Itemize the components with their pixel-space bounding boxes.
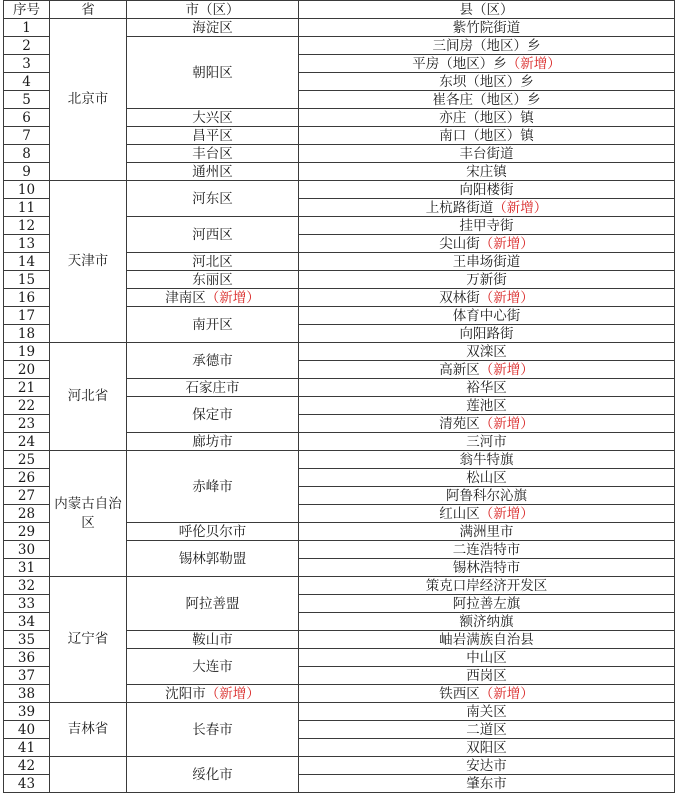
county-name: 平房（地区）乡	[412, 55, 507, 72]
new-tag: （新增）	[506, 55, 561, 72]
row-number: 10	[4, 181, 50, 199]
new-tag: （新增）	[479, 415, 534, 432]
row-number: 37	[4, 667, 50, 685]
county-name: 莲池区	[466, 397, 507, 414]
county-cell	[299, 271, 675, 289]
county-cell	[299, 505, 675, 523]
county-cell	[299, 55, 675, 73]
city-name: 海淀区	[192, 19, 233, 36]
city-name: 鞍山市	[192, 631, 233, 648]
table-row	[4, 19, 675, 37]
province-cell: 河北省	[50, 343, 127, 451]
county-name: 向阳楼街	[459, 181, 514, 198]
city-name: 沈阳市	[165, 685, 206, 702]
county-name: 阿鲁科尔沁旗	[446, 487, 527, 504]
county-name: 翁牛特旗	[459, 451, 514, 468]
row-number: 8	[4, 145, 50, 163]
city-name: 阿拉善盟	[185, 595, 240, 612]
table-row	[4, 181, 675, 199]
city-cell	[127, 127, 299, 145]
county-name: 锡林浩特市	[452, 559, 521, 576]
city-cell	[127, 19, 299, 37]
county-cell	[299, 433, 675, 451]
row-number: 14	[4, 253, 50, 271]
header-no: 序号	[4, 1, 50, 19]
county-cell	[299, 451, 675, 469]
row-number: 43	[4, 775, 50, 793]
county-name: 裕华区	[466, 379, 507, 396]
county-cell	[299, 667, 675, 685]
city-name: 廊坊市	[192, 433, 233, 450]
province-cell: 北京市	[50, 19, 127, 181]
county-name: 阿拉善左旗	[452, 595, 521, 612]
county-cell	[299, 577, 675, 595]
county-cell	[299, 775, 675, 793]
row-number: 22	[4, 397, 50, 415]
city-cell	[127, 145, 299, 163]
city-cell	[127, 649, 299, 685]
city-cell	[127, 307, 299, 343]
city-cell	[127, 703, 299, 757]
city-name: 保定市	[192, 406, 233, 423]
county-name: 向阳路街	[459, 325, 514, 342]
county-cell	[299, 325, 675, 343]
row-number: 5	[4, 91, 50, 109]
row-number: 3	[4, 55, 50, 73]
new-tag: （新增）	[479, 505, 534, 522]
province-cell	[50, 757, 127, 793]
row-number: 24	[4, 433, 50, 451]
city-name: 东丽区	[192, 271, 233, 288]
city-cell	[127, 271, 299, 289]
row-number: 20	[4, 361, 50, 379]
city-cell	[127, 37, 299, 109]
county-name: 二连浩特市	[452, 541, 521, 558]
city-name: 呼伦贝尔市	[178, 523, 247, 540]
county-name: 西岗区	[466, 667, 507, 684]
county-cell	[299, 343, 675, 361]
table-body	[4, 19, 675, 793]
county-cell	[299, 289, 675, 307]
county-cell	[299, 685, 675, 703]
row-number: 21	[4, 379, 50, 397]
row-number: 11	[4, 199, 50, 217]
city-cell	[127, 343, 299, 379]
city-cell	[127, 631, 299, 649]
row-number: 1	[4, 19, 50, 37]
city-name: 锡林郭勒盟	[178, 550, 247, 567]
county-name: 满洲里市	[459, 523, 514, 540]
row-number: 6	[4, 109, 50, 127]
county-cell	[299, 19, 675, 37]
city-name: 赤峰市	[192, 478, 233, 495]
county-name: 三间房（地区）乡	[432, 37, 541, 54]
county-cell	[299, 703, 675, 721]
province-cell: 辽宁省	[50, 577, 127, 703]
county-name: 王串场街道	[452, 253, 521, 270]
county-cell	[299, 631, 675, 649]
county-name: 亦庄（地区）镇	[439, 109, 534, 126]
city-name: 河东区	[192, 190, 233, 207]
row-number: 40	[4, 721, 50, 739]
county-name: 崔各庄（地区）乡	[432, 91, 541, 108]
county-cell	[299, 757, 675, 775]
header-county: 县（区）	[299, 1, 675, 19]
province-cell: 天津市	[50, 181, 127, 343]
county-cell	[299, 379, 675, 397]
city-cell	[127, 451, 299, 523]
table-row	[4, 343, 675, 361]
city-name: 绥化市	[192, 766, 233, 783]
county-cell	[299, 37, 675, 55]
county-cell	[299, 559, 675, 577]
row-number: 38	[4, 685, 50, 703]
county-cell	[299, 469, 675, 487]
row-number: 35	[4, 631, 50, 649]
county-cell	[299, 235, 675, 253]
city-name: 南开区	[192, 316, 233, 333]
city-cell	[127, 541, 299, 577]
row-number: 27	[4, 487, 50, 505]
county-cell	[299, 109, 675, 127]
new-tag: （新增）	[479, 235, 534, 252]
city-cell	[127, 289, 299, 307]
county-cell	[299, 163, 675, 181]
row-number: 26	[4, 469, 50, 487]
city-name: 丰台区	[192, 145, 233, 162]
county-name: 岫岩满族自治县	[439, 631, 534, 648]
city-name: 通州区	[192, 163, 233, 180]
county-cell	[299, 541, 675, 559]
row-number: 7	[4, 127, 50, 145]
county-cell	[299, 361, 675, 379]
row-number: 12	[4, 217, 50, 235]
county-name: 二道区	[466, 721, 507, 738]
row-number: 16	[4, 289, 50, 307]
county-name: 双滦区	[466, 343, 507, 360]
county-cell	[299, 397, 675, 415]
city-name: 朝阳区	[192, 64, 233, 81]
county-name: 南关区	[466, 703, 507, 720]
county-name: 紫竹院街道	[452, 19, 521, 36]
city-name: 大连市	[192, 658, 233, 675]
county-cell	[299, 613, 675, 631]
county-name: 东坝（地区）乡	[439, 73, 534, 90]
county-cell	[299, 73, 675, 91]
district-table	[3, 0, 675, 793]
table-row	[4, 703, 675, 721]
row-number: 4	[4, 73, 50, 91]
county-name: 松山区	[466, 469, 507, 486]
city-cell	[127, 379, 299, 397]
row-number: 2	[4, 37, 50, 55]
county-name: 红山区	[439, 505, 480, 522]
county-name: 双阳区	[466, 739, 507, 756]
header-city: 市（区）	[127, 1, 299, 19]
header-province: 省	[50, 1, 127, 19]
county-cell	[299, 91, 675, 109]
new-tag: （新增）	[479, 685, 534, 702]
county-cell	[299, 307, 675, 325]
city-name: 石家庄市	[185, 379, 240, 396]
row-number: 18	[4, 325, 50, 343]
city-name: 长春市	[192, 721, 233, 738]
city-name: 河西区	[192, 226, 233, 243]
county-name: 南口（地区）镇	[439, 127, 534, 144]
row-number: 29	[4, 523, 50, 541]
city-name: 河北区	[192, 253, 233, 270]
city-cell	[127, 181, 299, 217]
table-row	[4, 757, 675, 775]
row-number: 28	[4, 505, 50, 523]
county-name: 肇东市	[466, 775, 507, 792]
county-cell	[299, 415, 675, 433]
new-tag: （新增）	[205, 289, 260, 306]
row-number: 30	[4, 541, 50, 559]
city-cell	[127, 163, 299, 181]
county-name: 双林街	[439, 289, 480, 306]
county-name: 丰台街道	[459, 145, 514, 162]
table-row	[4, 577, 675, 595]
county-cell	[299, 721, 675, 739]
row-number: 23	[4, 415, 50, 433]
county-cell	[299, 127, 675, 145]
city-cell	[127, 433, 299, 451]
city-cell	[127, 757, 299, 793]
county-name: 中山区	[466, 649, 507, 666]
county-cell	[299, 253, 675, 271]
city-cell	[127, 685, 299, 703]
new-tag: （新增）	[493, 199, 548, 216]
city-name: 大兴区	[192, 109, 233, 126]
row-number: 32	[4, 577, 50, 595]
row-number: 34	[4, 613, 50, 631]
row-number: 19	[4, 343, 50, 361]
city-name: 昌平区	[192, 127, 233, 144]
row-number: 13	[4, 235, 50, 253]
city-cell	[127, 109, 299, 127]
row-number: 17	[4, 307, 50, 325]
county-cell	[299, 649, 675, 667]
county-cell	[299, 739, 675, 757]
county-name: 安达市	[466, 757, 507, 774]
row-number: 9	[4, 163, 50, 181]
county-name: 尖山街	[439, 235, 480, 252]
row-number: 42	[4, 757, 50, 775]
row-number: 15	[4, 271, 50, 289]
row-number: 36	[4, 649, 50, 667]
county-name: 额济纳旗	[459, 613, 514, 630]
county-name: 体育中心街	[452, 307, 521, 324]
county-cell	[299, 595, 675, 613]
county-cell	[299, 217, 675, 235]
city-name: 津南区	[165, 289, 206, 306]
province-cell: 吉林省	[50, 703, 127, 757]
new-tag: （新增）	[205, 685, 260, 702]
county-name: 宋庄镇	[466, 163, 507, 180]
county-name: 策克口岸经济开发区	[425, 577, 548, 594]
city-name: 承德市	[192, 352, 233, 369]
row-number: 31	[4, 559, 50, 577]
county-name: 上杭路街道	[425, 199, 494, 216]
row-number: 33	[4, 595, 50, 613]
county-name: 高新区	[439, 361, 480, 378]
county-name: 三河市	[466, 433, 507, 450]
city-cell	[127, 217, 299, 253]
new-tag: （新增）	[479, 361, 534, 378]
county-name: 万新街	[466, 271, 507, 288]
city-cell	[127, 577, 299, 631]
city-cell	[127, 523, 299, 541]
table-row	[4, 451, 675, 469]
county-name: 挂甲寺街	[459, 217, 514, 234]
county-cell	[299, 487, 675, 505]
row-number: 39	[4, 703, 50, 721]
new-tag: （新增）	[479, 289, 534, 306]
row-number: 41	[4, 739, 50, 757]
province-cell: 内蒙古自治区	[50, 451, 127, 577]
city-cell	[127, 397, 299, 433]
county-cell	[299, 199, 675, 217]
county-name: 铁西区	[439, 685, 480, 702]
header-row	[4, 1, 675, 19]
county-name: 清苑区	[439, 415, 480, 432]
city-cell	[127, 253, 299, 271]
county-cell	[299, 523, 675, 541]
county-cell	[299, 145, 675, 163]
row-number: 25	[4, 451, 50, 469]
county-cell	[299, 181, 675, 199]
